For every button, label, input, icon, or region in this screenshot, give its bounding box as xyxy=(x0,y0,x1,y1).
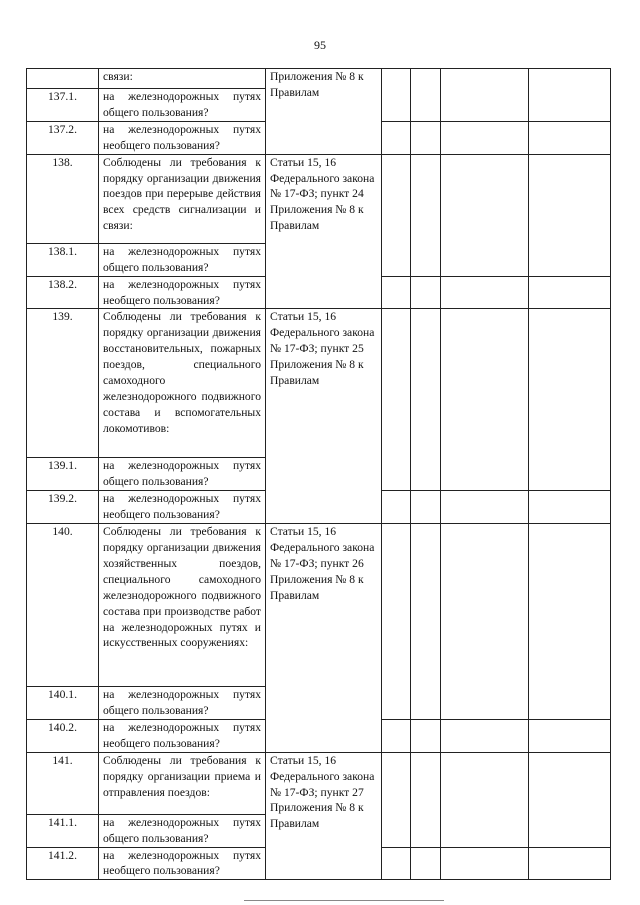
question-text: на железнодорожных путях необщего пользования? xyxy=(99,276,266,309)
answer-cell-no[interactable] xyxy=(411,309,441,491)
question-text: Соблюдены ли требования к порядку организации движения хозяйственных поездов, специального самоходного железнодорожного подвижного состава при производстве работ на железнодорожных путях и искусственных сооружениях: xyxy=(99,524,266,687)
item-number: 139. xyxy=(27,309,99,458)
legal-reference: Приложения № 8 к Правилам xyxy=(266,69,382,155)
note-cell[interactable] xyxy=(529,69,611,122)
answer-cell-no[interactable] xyxy=(411,491,441,524)
item-number: 140. xyxy=(27,524,99,687)
legal-reference: Статьи 15, 16 Федерального закона № 17-ФЗ; пункт 27 Приложения № 8 к Правилам xyxy=(266,752,382,880)
answer-cell-na[interactable] xyxy=(441,309,529,491)
legal-reference: Статьи 15, 16 Федерального закона № 17-ФЗ; пункт 24 Приложения № 8 к Правилам xyxy=(266,154,382,309)
answer-cell-yes[interactable] xyxy=(382,309,411,491)
answer-cell-no[interactable] xyxy=(411,276,441,309)
item-number xyxy=(27,69,99,89)
table-row xyxy=(27,69,611,89)
item-number: 139.1. xyxy=(27,458,99,491)
item-number: 141. xyxy=(27,752,99,814)
table-row xyxy=(27,309,611,458)
answer-cell-no[interactable] xyxy=(411,847,441,880)
page-number: 95 xyxy=(314,38,326,52)
question-text: на железнодорожных путях необщего пользования? xyxy=(99,491,266,524)
question-text: Соблюдены ли требования к порядку организации движения восстановительных, пожарных поездов, специального самоходного железнодорожного подвижного состава и вспомогательных локомотивов: xyxy=(99,309,266,458)
question-text: на железнодорожных путях общего пользования? xyxy=(99,458,266,491)
question-text: на железнодорожных путях общего пользования? xyxy=(99,687,266,720)
table-row xyxy=(27,524,611,687)
item-number: 138.2. xyxy=(27,276,99,309)
item-number: 138. xyxy=(27,154,99,243)
note-cell[interactable] xyxy=(529,154,611,276)
question-text: на железнодорожных путях необщего пользования? xyxy=(99,847,266,880)
answer-cell-na[interactable] xyxy=(441,69,529,122)
question-text: на железнодорожных путях общего пользования? xyxy=(99,814,266,847)
note-cell[interactable] xyxy=(529,524,611,720)
answer-cell-no[interactable] xyxy=(411,154,441,276)
question-text: Соблюдены ли требования к порядку организации приема и отправления поездов: xyxy=(99,752,266,814)
answer-cell-yes[interactable] xyxy=(382,752,411,847)
note-cell[interactable] xyxy=(529,847,611,880)
legal-reference: Статьи 15, 16 Федерального закона № 17-ФЗ; пункт 26 Приложения № 8 к Правилам xyxy=(266,524,382,753)
answer-cell-yes[interactable] xyxy=(382,276,411,309)
item-number: 137.2. xyxy=(27,121,99,154)
item-number: 140.1. xyxy=(27,687,99,720)
answer-cell-yes[interactable] xyxy=(382,491,411,524)
answer-cell-no[interactable] xyxy=(411,719,441,752)
answer-cell-yes[interactable] xyxy=(382,69,411,122)
table-row xyxy=(27,752,611,814)
requirements-table xyxy=(26,68,611,880)
answer-cell-na[interactable] xyxy=(441,752,529,847)
answer-cell-no[interactable] xyxy=(411,121,441,154)
item-number: 141.2. xyxy=(27,847,99,880)
question-text: на железнодорожных путях необщего пользования? xyxy=(99,719,266,752)
answer-cell-no[interactable] xyxy=(411,69,441,122)
note-cell[interactable] xyxy=(529,121,611,154)
item-number: 141.1. xyxy=(27,814,99,847)
answer-cell-na[interactable] xyxy=(441,154,529,276)
answer-cell-yes[interactable] xyxy=(382,121,411,154)
note-cell[interactable] xyxy=(529,752,611,847)
item-number: 137.1. xyxy=(27,89,99,122)
answer-cell-yes[interactable] xyxy=(382,719,411,752)
question-text: связи: xyxy=(99,69,266,89)
answer-cell-yes[interactable] xyxy=(382,524,411,720)
note-cell[interactable] xyxy=(529,309,611,491)
answer-cell-na[interactable] xyxy=(441,121,529,154)
answer-cell-na[interactable] xyxy=(441,491,529,524)
answer-cell-na[interactable] xyxy=(441,719,529,752)
answer-cell-no[interactable] xyxy=(411,752,441,847)
answer-cell-no[interactable] xyxy=(411,524,441,720)
note-cell[interactable] xyxy=(529,491,611,524)
item-number: 138.1. xyxy=(27,243,99,276)
answer-cell-yes[interactable] xyxy=(382,847,411,880)
question-text: на железнодорожных путях необщего пользования? xyxy=(99,121,266,154)
table-row xyxy=(27,154,611,243)
question-text: на железнодорожных путях общего пользования? xyxy=(99,89,266,122)
answer-cell-yes[interactable] xyxy=(382,154,411,276)
answer-cell-na[interactable] xyxy=(441,276,529,309)
question-text: на железнодорожных путях общего пользования? xyxy=(99,243,266,276)
item-number: 139.2. xyxy=(27,491,99,524)
question-text: Соблюдены ли требования к порядку организации движения поездов при перерыве действия всех средств сигнализации и связи: xyxy=(99,154,266,243)
page-bottom-rule xyxy=(244,900,444,901)
note-cell[interactable] xyxy=(529,719,611,752)
note-cell[interactable] xyxy=(529,276,611,309)
answer-cell-na[interactable] xyxy=(441,847,529,880)
legal-reference: Статьи 15, 16 Федерального закона № 17-ФЗ; пункт 25 Приложения № 8 к Правилам xyxy=(266,309,382,524)
answer-cell-na[interactable] xyxy=(441,524,529,720)
item-number: 140.2. xyxy=(27,719,99,752)
